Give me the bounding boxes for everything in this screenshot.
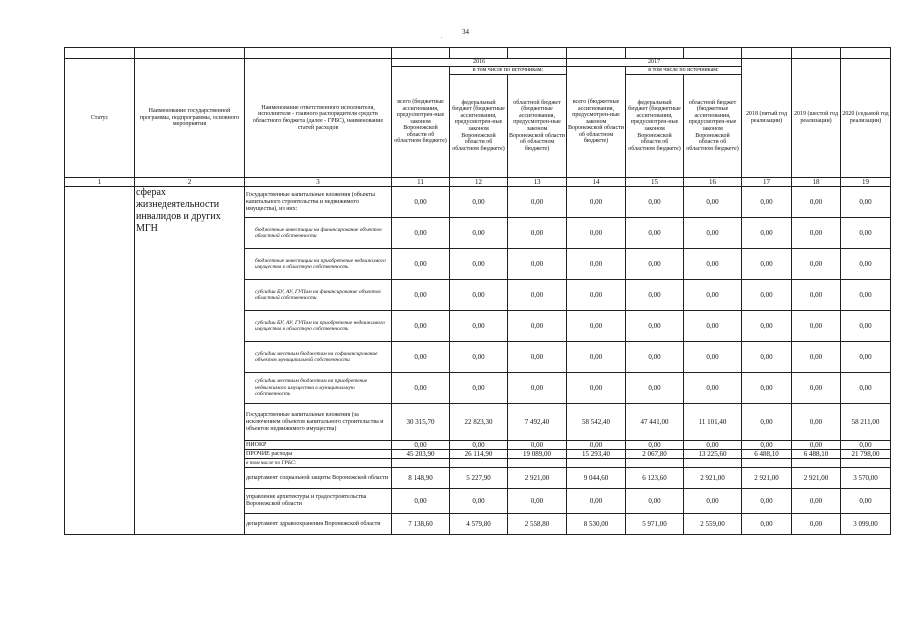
header-federal-2016: федеральный бюджет (бюджетные ассигнования, предусмотрен-ные законом Воронежской области об областном бюджете) — [450, 75, 508, 178]
value-cell: 0,00 — [742, 373, 792, 404]
value-cell: 0,00 — [392, 441, 450, 450]
col-number: 1 — [65, 178, 135, 187]
row-label: НИОКР — [245, 441, 392, 450]
program-name: сферах жизнедеятельности инвалидов и других МГН — [135, 187, 245, 535]
value-cell: 6 123,60 — [626, 468, 684, 489]
value-cell: 0,00 — [626, 441, 684, 450]
value-cell: 15 293,40 — [567, 450, 626, 459]
value-cell: 8 530,00 — [567, 514, 626, 535]
value-cell: 0,00 — [841, 249, 891, 280]
value-cell: 0,00 — [567, 187, 626, 218]
value-cell: 0,00 — [684, 280, 742, 311]
row-label: Государственные капитальные вложения (объекты капитального строительства и недвижимого имущества), из них: — [245, 187, 392, 218]
row-label: бюджетные инвестиции на финансирование объектов областной собственности — [245, 218, 392, 249]
value-cell: 0,00 — [792, 311, 841, 342]
value-cell: 0,00 — [841, 441, 891, 450]
value-cell: 0,00 — [508, 441, 567, 450]
value-cell: 0,00 — [567, 218, 626, 249]
value-cell: 0,00 — [684, 187, 742, 218]
value-cell: 0,00 — [626, 373, 684, 404]
value-cell: 0,00 — [841, 218, 891, 249]
header-federal-2017: федеральный бюджет (бюджетные ассигнования, предусмотрен-ные законом Воронежской области об областном бюджете) — [626, 75, 684, 178]
value-cell: 0,00 — [567, 249, 626, 280]
value-cell: 0,00 — [841, 489, 891, 514]
value-cell: 2 558,80 — [508, 514, 567, 535]
value-cell: 0,00 — [684, 373, 742, 404]
value-cell: 0,00 — [742, 311, 792, 342]
value-cell: 58 542,40 — [567, 404, 626, 441]
value-cell: 0,00 — [450, 342, 508, 373]
row-label: субсидии местным бюджетам на софинансирование объектов муниципальной собственности — [245, 342, 392, 373]
col-number: 17 — [742, 178, 792, 187]
value-cell: 0,00 — [792, 489, 841, 514]
value-cell: 0,00 — [626, 187, 684, 218]
col-number: 15 — [626, 178, 684, 187]
value-cell: 0,00 — [508, 489, 567, 514]
value-cell — [567, 459, 626, 468]
value-cell: 0,00 — [742, 249, 792, 280]
value-cell: 0,00 — [567, 280, 626, 311]
value-cell: 47 441,00 — [626, 404, 684, 441]
value-cell — [626, 459, 684, 468]
col-number: 12 — [450, 178, 508, 187]
value-cell: 6 488,10 — [792, 450, 841, 459]
value-cell: 0,00 — [841, 187, 891, 218]
value-cell: 0,00 — [841, 280, 891, 311]
row-label: бюджетные инвестиции на приобретение недвижимого имущества в областную собственность — [245, 249, 392, 280]
value-cell: 21 798,00 — [841, 450, 891, 459]
header-name: Наименование государственной программы, подпрограммы, основного мероприятия — [135, 59, 245, 178]
value-cell: 30 315,70 — [392, 404, 450, 441]
value-cell: 0,00 — [626, 311, 684, 342]
header-responsible: Наименование ответственного исполнителя, исполнителя - главного распорядителя средств областного бюджета (далее - ГРБС), наименование статей расходов — [245, 59, 392, 178]
value-cell — [792, 459, 841, 468]
value-cell: 0,00 — [626, 342, 684, 373]
value-cell: 0,00 — [508, 342, 567, 373]
value-cell: 2 921,00 — [508, 468, 567, 489]
value-cell: 0,00 — [742, 187, 792, 218]
value-cell: 0,00 — [450, 311, 508, 342]
budget-table — [64, 47, 891, 535]
value-cell: 0,00 — [392, 311, 450, 342]
value-cell — [841, 459, 891, 468]
value-cell: 0,00 — [742, 280, 792, 311]
value-cell: 22 823,30 — [450, 404, 508, 441]
status-cell — [65, 187, 135, 535]
header-sources-2017: в том числе по источникам: — [626, 67, 742, 75]
value-cell: 0,00 — [841, 311, 891, 342]
value-cell: 0,00 — [508, 373, 567, 404]
value-cell: 0,00 — [508, 311, 567, 342]
value-cell: 7 138,60 — [392, 514, 450, 535]
header-year-2017: 2017 — [567, 59, 742, 67]
value-cell: 2 921,00 — [684, 468, 742, 489]
value-cell: 0,00 — [567, 373, 626, 404]
value-cell: 0,00 — [450, 489, 508, 514]
value-cell: 0,00 — [392, 280, 450, 311]
value-cell: 58 211,00 — [841, 404, 891, 441]
row-label: департамент социальной защиты Воронежской области — [245, 468, 392, 489]
value-cell: 2 921,00 — [792, 468, 841, 489]
value-cell: 11 101,40 — [684, 404, 742, 441]
header-year-2016: 2016 — [392, 59, 567, 67]
value-cell: 2 559,00 — [684, 514, 742, 535]
row-label: управление архитектуры и градостроительства Воронежской области — [245, 489, 392, 514]
value-cell: 5 227,90 — [450, 468, 508, 489]
value-cell — [684, 459, 742, 468]
value-cell: 8 148,90 — [392, 468, 450, 489]
value-cell: 0,00 — [508, 187, 567, 218]
value-cell: 0,00 — [508, 249, 567, 280]
value-cell: 45 203,90 — [392, 450, 450, 459]
col-number: 16 — [684, 178, 742, 187]
value-cell: 19 089,00 — [508, 450, 567, 459]
value-cell: 0,00 — [567, 311, 626, 342]
row-label: Государственные капитальные вложения (за исключением объектов капитального строительства и объектов недвижимого имущества) — [245, 404, 392, 441]
header-total-2016: всего (бюджетные ассигнования, предусмотрен-ные законом Воронежской области об областном бюджете) — [392, 67, 450, 178]
value-cell: 0,00 — [792, 249, 841, 280]
col-number: 13 — [508, 178, 567, 187]
value-cell: 0,00 — [684, 249, 742, 280]
value-cell: 0,00 — [450, 373, 508, 404]
value-cell: 0,00 — [792, 441, 841, 450]
value-cell: 0,00 — [392, 373, 450, 404]
value-cell: 0,00 — [684, 311, 742, 342]
row-label: субсидии местным бюджетам на приобретение недвижимого имущества в муниципальную собственность — [245, 373, 392, 404]
value-cell: 7 492,40 — [508, 404, 567, 441]
header-status: Статус — [65, 59, 135, 178]
col-number: 18 — [792, 178, 841, 187]
value-cell: 0,00 — [792, 342, 841, 373]
value-cell: 0,00 — [742, 218, 792, 249]
value-cell: 0,00 — [742, 489, 792, 514]
value-cell: 0,00 — [742, 342, 792, 373]
value-cell: 0,00 — [684, 489, 742, 514]
row-label: субсидии БУ, АУ, ГУПам на приобретение недвижимого имущества в областную собственность — [245, 311, 392, 342]
page-number: 34 — [462, 28, 469, 36]
value-cell: 0,00 — [792, 514, 841, 535]
value-cell: 0,00 — [792, 187, 841, 218]
value-cell: 0,00 — [508, 280, 567, 311]
col-number: 11 — [392, 178, 450, 187]
value-cell: 0,00 — [792, 218, 841, 249]
table-row — [65, 187, 891, 218]
value-cell: 0,00 — [392, 218, 450, 249]
value-cell: 3 570,00 — [841, 468, 891, 489]
value-cell — [508, 459, 567, 468]
value-cell: 6 488,10 — [742, 450, 792, 459]
value-cell: 2 921,00 — [742, 468, 792, 489]
row-label: ПРОЧИЕ расходы — [245, 450, 392, 459]
page-mark: . — [441, 34, 443, 40]
value-cell: 0,00 — [684, 441, 742, 450]
col-number: 3 — [245, 178, 392, 187]
value-cell: 0,00 — [392, 489, 450, 514]
value-cell: 5 971,00 — [626, 514, 684, 535]
header-total-2017: всего (бюджетные ассигнования, предусмотрен-ные законом Воронежской области об областном бюджете) — [567, 67, 626, 178]
header-2019: 2019 (шестой год реализации) — [792, 59, 841, 178]
value-cell: 0,00 — [508, 218, 567, 249]
value-cell: 0,00 — [742, 404, 792, 441]
col-number: 14 — [567, 178, 626, 187]
header-regional-2017: областной бюджет (бюджетные ассигнования, предусмотрен-ные законом Воронежской области об областном бюджете) — [684, 75, 742, 178]
value-cell: 0,00 — [450, 249, 508, 280]
value-cell: 0,00 — [450, 280, 508, 311]
row-label: субсидии БУ, АУ, ГУПам на финансирование объектов областной собственности — [245, 280, 392, 311]
value-cell: 3 099,00 — [841, 514, 891, 535]
value-cell: 0,00 — [450, 441, 508, 450]
value-cell: 0,00 — [626, 280, 684, 311]
value-cell: 0,00 — [567, 441, 626, 450]
value-cell: 0,00 — [626, 249, 684, 280]
value-cell: 13 225,60 — [684, 450, 742, 459]
value-cell — [450, 459, 508, 468]
value-cell — [392, 459, 450, 468]
value-cell — [742, 459, 792, 468]
value-cell: 0,00 — [841, 342, 891, 373]
value-cell: 9 044,60 — [567, 468, 626, 489]
value-cell: 4 579,80 — [450, 514, 508, 535]
value-cell: 2 067,80 — [626, 450, 684, 459]
value-cell: 0,00 — [626, 489, 684, 514]
value-cell: 0,00 — [742, 441, 792, 450]
value-cell: 0,00 — [742, 514, 792, 535]
value-cell: 0,00 — [450, 187, 508, 218]
row-label: в том числе по ГРБС: — [245, 459, 392, 468]
value-cell: 0,00 — [392, 187, 450, 218]
header-sources-2016: в том числе по источникам: — [450, 67, 567, 75]
value-cell: 26 114,90 — [450, 450, 508, 459]
row-label: департамент здравоохранения Воронежской области — [245, 514, 392, 535]
value-cell: 0,00 — [450, 218, 508, 249]
value-cell: 0,00 — [684, 218, 742, 249]
value-cell: 0,00 — [792, 373, 841, 404]
header-2018: 2018 (пятый год реализации) — [742, 59, 792, 178]
col-number: 2 — [135, 178, 245, 187]
col-number: 19 — [841, 178, 891, 187]
value-cell: 0,00 — [626, 218, 684, 249]
value-cell: 0,00 — [567, 342, 626, 373]
value-cell: 0,00 — [841, 373, 891, 404]
value-cell: 0,00 — [684, 342, 742, 373]
header-regional-2016: областной бюджет (бюджетные ассигнования, предусмотрен-ные законом Воронежской области об областном бюджете) — [508, 75, 567, 178]
value-cell: 0,00 — [392, 342, 450, 373]
header-2020: 2020 (седьмой год реализации) — [841, 59, 891, 178]
value-cell: 0,00 — [392, 249, 450, 280]
value-cell: 0,00 — [792, 280, 841, 311]
value-cell: 0,00 — [567, 489, 626, 514]
value-cell: 0,00 — [792, 404, 841, 441]
